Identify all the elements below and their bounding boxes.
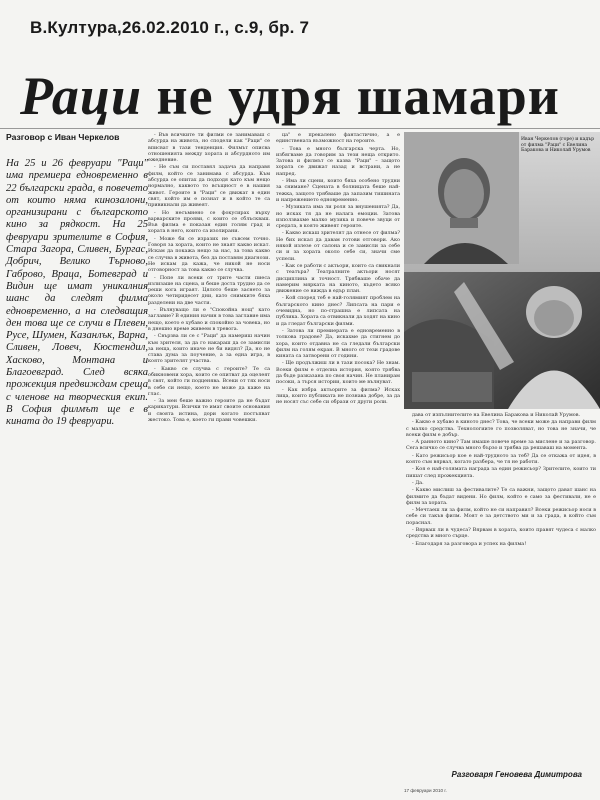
paragraph: - Като режисьор кое е най-трудното за теб? Да се откажа от идея, в която съм вярвал, когато разбера, че тя не работи. (406, 452, 596, 466)
paragraph: - Какво мислиш за фестивалите? Те са важни, защото дават шанс на филмите да бъдат видени. Но филм, който е само за фестивали, не е филм за хората. (406, 487, 596, 506)
paragraph: - Не съм си поставял задача да направя филм, който се занимава с абсурда. Към абсурда се опитах да подходя като към нещо нормално, каквото то всъщност е в нашия живот. Героите в "Раци" се движат в един свят, който им е познат и в който те са привикнали да живеят. (148, 164, 270, 209)
paragraph: - Как избра актьорите за филма? Исках лица, които публиката не познава добре, за да не носят със себе си образи от други роли. (276, 386, 400, 406)
lead-paragraph: На 25 и 26 февруари "Раци" има премиера едновременно в 22 български града, в повечето от които няма кинозалони, организирани с българското кино за рядкост. На 25 февруари зрителите в София, Стара Загора, Сливен, Бургас, Добрич, Велико Търново, Габрово, Враца, Ботевград и Видин ще имат уникалния шанс да следят филма едновременно, а на следващия ден това ще се случи в Плевен, Русе, Шумен, Казанлък, Варна, Сливен, Ловеч, Кюстендил, Хасково, Монтана и Благоевград. След всяка прожекция предвиждам среща с членове на творческия екип. В София филмът ще е в кината до 19 февруари. (6, 158, 148, 428)
paragraph: - Как се работи с актьори, които са свикнали с театъра? Театралните актьори носят дисциплина и точност. Трябваше обаче да намерим мярката на киното, където всяко движение се вижда в едър план. (276, 262, 400, 295)
paragraph: - Какво искаш зрителят да отнесе от филма? Не бих искал да давам готови отговори. Ако някой излезе от салона и се замисли за себе си и за хората около себе си, значи сме успели. (276, 230, 400, 262)
paragraph: - Да. (412, 479, 424, 486)
author-credit: Разговаря Геновева Димитрова (451, 770, 582, 779)
headline-italic: Раци (20, 66, 142, 126)
paragraph: - Коя е най-голямата награда за един режисьор? Зрителите, които ти пишат след прожекцията. (406, 466, 596, 479)
date-footer: 17 февруари 2010 г. (404, 788, 447, 793)
column-4 (406, 412, 596, 768)
paragraph: - Свързва ли се с "Раци" да намериш начин към зрителя, за да го накараш да се замисли за неща, които иначе не би видял? Да, но не става дума за поучение, а за една игра, в която зрителят участва. (148, 333, 270, 365)
paragraph: - Но несъмнено се фокусирах върху варварските прояви, с които се сблъскваш. Във филма е показан един голям град и хората в него, които са изолирани. (148, 209, 270, 235)
column-2 (148, 132, 270, 764)
paragraph: - Попе ли всеки от трите части пиеса излизаше на сцена, и беше доста трудно да се реши кога играят. Цялото беше заснето за около четиридесет дни, като снимките бяха разделени на две части. (148, 274, 270, 306)
paragraph: - Ще продължиш ли в тази посока? Не знам. Всеки филм е отделна история, която трябва да бъде разказана по своя начин. Не планирам посоки, а търся истории, които ме вълнуват. (276, 360, 400, 386)
paragraph: - Какво се случва с героите? Те са обикновени хора, които се опитват да оцелеят в свят, който ги подценява. Всеки от тях носи в себе си нещо, което не може да каже на глас. (148, 365, 270, 397)
column-3 (276, 132, 400, 764)
paragraph: - Вярваш ли в чудеса? Вярвам в хората, които правят чудеса с малко средства и много сърце. (406, 527, 596, 540)
film-photo (404, 132, 600, 409)
paragraph: - За мен беше важно героите да не бъдат карикатури. Всички те имат своите основания и своята истина, дори когато постъпват жестоко. Това е, което ги прави човешки. (148, 398, 270, 424)
paragraph: - Музиката има ли роля за внушенията? Да, но исках тя да не налага емоции. Затова използвахме малко музика и повече звуци от средата, в която живеят героите. (276, 204, 400, 230)
headline (20, 66, 600, 126)
paragraph: - Във всичките ти филми се занимаваш с абсурда на живота, но сподели как "Раци" се вписват в тази тенденция. Филмът описва отношенията между хората и абсурдното им ежедневие. (148, 132, 270, 164)
paragraph: - Какво е хубаво в киното днес? Това, че всеки може да направи филм с малко средства. Технологиите го позволяват, но това не значи, че всеки филм е добър. (406, 419, 596, 438)
paragraph: - Кой според теб е най-голямият проблем на българското кино днес? Липсата на пари е очевидна, но по-страшна е липсата на публика. Хората са отвикнали да ходят на кино и да гледат български филми. (276, 295, 400, 327)
paragraph: дава от изпълнителите на Евелина Баракова и Николай Урумов. (412, 412, 581, 418)
source-header: В.Култура,26.02.2010 г., с.9, бр. 7 (30, 18, 310, 37)
paragraph: - Благодаря за разговора и успех на филма! (412, 540, 527, 547)
paragraph: - Вълнуващо ли е "Спокойна нощ" като заглавие? В единия начин в това заглавие има нещо, което е хубаво и спокойно за човека, но в днешно време живеем в тревога. (148, 307, 270, 332)
header-rule (0, 128, 600, 129)
photo-illustration (404, 132, 600, 409)
paragraph: - Това е много българска черта. Но, избягваме да говорим за тези неща открито. Затова и филмът се казва "Раци" – защото хората се движат назад и встрани, а не напред. (276, 145, 400, 177)
paragraph: - Мечтаеш ли за филм, който не си направил? Всеки режисьор носи в себе си такъв филм. Моят е за детството ми и за града, в който съм пораснал. (406, 507, 596, 526)
photo-caption: Иван Черкелов (горе) и кадър от филма "Раци" с Евелина Баракова и Николай Урумов (521, 137, 595, 154)
paragraph: - Има ли сцени, които бяха особено трудни за снимане? Сцената в болницата беше най-тежка, защото трябваше да запазим тишината и напрежението едновременно. (276, 178, 400, 203)
paragraph: ца" е прекалено фантастично, а е единствената възможност на героите. (276, 132, 400, 145)
paragraph: - А ранното кино? Там имаше повече време за мислене и за разговор. Сега всичко се случва много бързо и трябва да решаваш на момента. (406, 439, 596, 452)
headline-rest: не удря шамари (142, 66, 560, 126)
byline: Разговор с Иван Черкелов (6, 132, 120, 142)
paragraph: - Може би се изразих не съвсем точно. Говоря за хората, които не знаят какво искат. Искам да покажа нещо за нас, за това какво се случва в живота, без да поставям диагнози. Не искам да кажа, че никой не носи отговорност за това какво се случва. (148, 235, 270, 274)
paragraph: - Затова ли премиерата е едновременно в толкова градове? Да, искахме да стигнем до хора, които отдавна не са гледали български филм на голям екран. В много от тези градове кината са затворени от години. (276, 327, 400, 360)
